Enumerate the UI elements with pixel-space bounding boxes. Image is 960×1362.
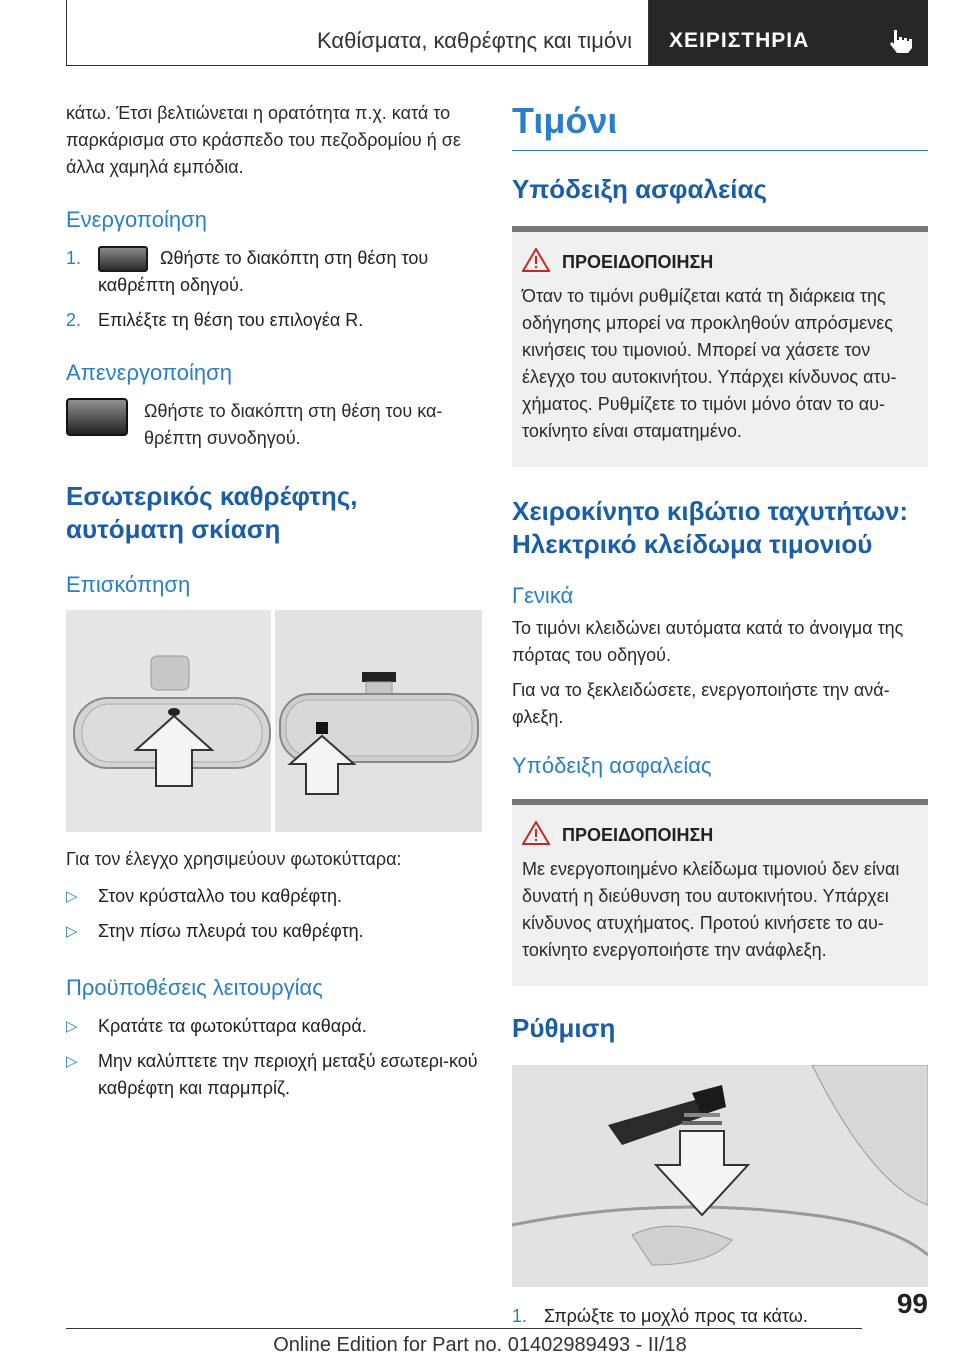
list-item: ▷ Μην καλύπτετε την περιοχή μεταξύ εσωτερι-κού καθρέφτη και παρμπρίζ. [66, 1048, 482, 1102]
list-item: 1. Ωθήστε το διακόπτη στη θέση του καθρέπτη οδηγού. [66, 248, 429, 296]
mirror-switch-icon [98, 246, 148, 272]
interior-mirror-heading: Εσωτερικός καθρέφτης, αυτόματη σκίαση [66, 481, 358, 545]
pointing-hand-icon [888, 28, 914, 54]
mirror-figure [66, 610, 482, 832]
overview-heading: Επισκόπηση [66, 572, 191, 598]
footer-divider [66, 1328, 862, 1329]
list-item: ▷ Στην πίσω πλευρά του καθρέφτη. [66, 918, 482, 945]
steering-lever-illustration [512, 1065, 928, 1287]
list-item: ▷ Στον κρύσταλλο του καθρέφτη. [66, 883, 482, 910]
photo-caption: Για τον έλεγχο χρησιμεύουν φωτοκύτταρα: [66, 849, 402, 870]
warning-triangle-icon [522, 248, 550, 272]
photocell-list [66, 883, 482, 945]
triangle-bullet-icon: ▷ [66, 888, 78, 906]
intro-paragraph: κάτω. Έτσι βελτιώνεται η ορατότητα π.χ. κατά το παρκάρισμα στο κράσπεδο του πεζοδρομίου ή σε άλλα χαμηλά εμπόδια. [66, 103, 461, 177]
warning-text: Με ενεργοποιημένο κλείδωμα τιμονιού δεν είναι δυνατή η διεύθυνση του αυτοκινήτου. Υπάρχει κίνδυνος ατυχήματος. Προτού κινήσετε το αυ-τοκίνητο ενεργοποιήστε την ανάφλεξη. [522, 859, 900, 960]
steering-lock-heading: Χειροκίνητο κιβώτιο ταχυτήτων: Ηλεκτρικό κλείδωμα τιμονιού [512, 496, 909, 559]
activation-heading: Ενεργοποίηση [66, 207, 207, 232]
triangle-bullet-icon: ▷ [66, 1053, 78, 1071]
safety-heading-1: Υπόδειξη ασφαλείας [512, 174, 768, 204]
left-column [66, 100, 482, 1110]
triangle-bullet-icon: ▷ [66, 1018, 78, 1036]
deactivation-heading: Απενεργοποίηση [66, 360, 232, 386]
general-paragraph-2: Για να το ξεκλειδώσετε, ενεργοποιήστε την ανά-φλεξη. [512, 680, 890, 727]
prerequisites-heading: Προϋποθέσεις λειτουργίας [66, 975, 323, 1001]
triangle-bullet-icon: ▷ [66, 923, 78, 941]
list-item: 1. Σπρώξτε το μοχλό προς τα κάτω. [512, 1306, 808, 1326]
adjust-heading: Ρύθμιση [512, 1013, 616, 1043]
steering-lever-figure [512, 1065, 928, 1287]
warning-label: ΠΡΟΕΙΔΟΠΟΙΗΣΗ [562, 252, 714, 272]
activation-steps [66, 245, 482, 334]
adjust-steps [512, 1303, 928, 1330]
warning-box-1 [512, 232, 928, 467]
header-manual-tab [649, 0, 928, 66]
right-column [512, 100, 928, 1338]
heading-divider [512, 150, 928, 151]
header-manual-label: ΧΕΙΡΙΣΤΗΡΙΑ [669, 29, 810, 52]
list-item: ▷ Κρατάτε τα φωτοκύτταρα καθαρά. [66, 1013, 482, 1040]
warning-box-2 [512, 805, 928, 986]
steering-heading: Τιμόνι [512, 100, 618, 141]
list-item: 2. Επιλέξτε τη θέση του επιλογέα R. [66, 310, 364, 331]
page-header [66, 0, 928, 66]
warning-triangle-icon [522, 821, 550, 845]
general-paragraph-1: Το τιμόνι κλειδώνει αυτόματα κατά το άνοιγμα της πόρτας του οδηγού. [512, 618, 904, 665]
deactivation-block [66, 398, 482, 452]
warning-text: Όταν το τιμόνι ρυθμίζεται κατά τη διάρκεια της οδήγησης μπορεί να προκληθούν απρόσμενες κινήσεις του τιμονιού. Μπορεί να χάσετε τον έλεγχο του αυτοκινήτου. Υπάρχει κίνδυνος ατυ-χήματος. Ρυθμίζετε το τιμόνι μόνο όταν το αυ-τοκίνητο είναι σταματημένο. [522, 286, 897, 441]
safety-heading-2: Υπόδειξη ασφαλείας [512, 753, 712, 778]
mirror-switch-passenger-icon [66, 398, 128, 436]
footer-edition: Online Edition for Part no. 01402989493 - II/18 [273, 1334, 687, 1356]
header-section-title: Καθίσματα, καθρέφτης και τιμόνι [317, 28, 632, 53]
prerequisites-list [66, 1013, 482, 1102]
deactivation-text: Ωθήστε το διακόπτη στη θέση του κα-θρέπτη συνοδηγού. [144, 401, 443, 449]
header-section-box [66, 0, 649, 66]
general-heading: Γενικά [512, 583, 574, 608]
warning-label: ΠΡΟΕΙΔΟΠΟΙΗΣΗ [562, 825, 714, 845]
mirror-photocell-illustration [66, 610, 482, 832]
page-number: 99 [896, 1288, 928, 1319]
